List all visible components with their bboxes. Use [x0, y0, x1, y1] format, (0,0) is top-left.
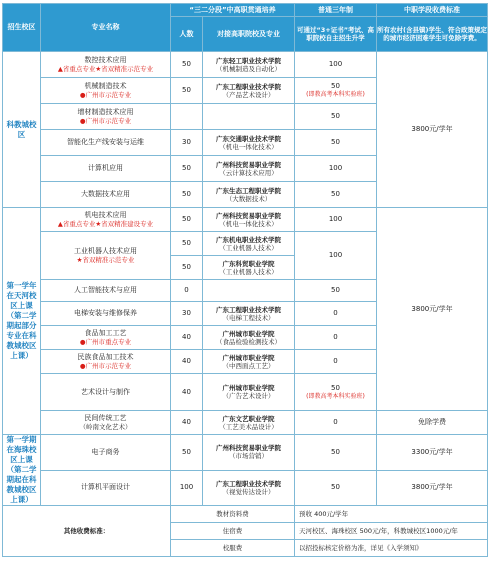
normal-cell: 100: [295, 232, 377, 280]
college-major: （机械制造及自动化）: [216, 64, 281, 73]
major-note: ●广州市重点专业: [79, 338, 132, 346]
college-cell: [203, 78, 295, 104]
college-cell: [203, 470, 295, 506]
other-fee-value: 天河校区、海珠校区 500元/年，科教城校区1000元/年: [295, 523, 488, 540]
major-cell: 大数据技术应用: [41, 182, 171, 208]
college-major: （视觉传达设计）: [222, 487, 275, 496]
college-major: （市场营销）: [229, 452, 268, 461]
college-cell: [203, 302, 295, 326]
college-cell: [203, 232, 295, 256]
header-fee-sub: 所有农村(含县镇)学生、符合政策规定的城市经济困难学生可免除学费。: [377, 17, 488, 52]
college-cell: [203, 256, 295, 280]
major-cell: 计算机平面设计: [41, 470, 171, 506]
normal-cell: 50: [295, 435, 377, 471]
college-major: （广告艺术设计）: [222, 392, 275, 400]
college-name: 广东交通职业技术学院: [203, 135, 294, 143]
college-cell: [203, 208, 295, 232]
college-name: 广东工程职业技术学院: [203, 306, 294, 314]
major-note: ▲省重点专业★省双精准示范专业: [57, 65, 154, 73]
college-cell: [203, 374, 295, 411]
count-cell: 40: [171, 374, 203, 411]
major-note: ●广州市示范专业: [79, 362, 132, 370]
college-cell: [203, 280, 295, 302]
college-name: 广州科技贸易职业学院: [203, 161, 294, 169]
other-fee-label: 校服费: [171, 540, 295, 557]
college-name: 广东文艺职业学院: [203, 415, 294, 423]
other-fee-value: 以招投标核定价格为准，详见《入学须知》: [295, 540, 488, 557]
fee-tianhe: 3800元/学年: [377, 208, 488, 411]
header-campus: 招生校区: [3, 4, 41, 52]
college-major: （大数据技术）: [225, 194, 272, 203]
major-name: 机械制造技术: [84, 82, 127, 90]
major-name: 数控技术应用: [84, 56, 127, 64]
major-cell: [41, 326, 171, 350]
college-cell: [203, 182, 295, 208]
enrollment-table: [2, 3, 488, 557]
count-cell: 50: [171, 182, 203, 208]
count-cell: 50: [171, 232, 203, 256]
college-name: 广东科贸职业学院: [203, 260, 294, 268]
college-name: 广州城市职业学院: [203, 330, 294, 338]
college-name: 广东工程职业技术学院: [203, 480, 294, 488]
count-cell: 50: [171, 208, 203, 232]
major-cell: 电子商务: [41, 435, 171, 471]
other-fees-title: 其他收费标准：: [3, 506, 171, 557]
count-cell: 40: [171, 326, 203, 350]
normal-cell: 0: [295, 350, 377, 374]
college-major: （工艺美术品设计）: [219, 422, 278, 431]
college-cell: [203, 130, 295, 156]
college-major: （工业机器人技术）: [219, 267, 278, 276]
major-name: 民间传统工艺: [84, 414, 127, 422]
count-cell: 50: [171, 156, 203, 182]
count-cell: [171, 104, 203, 130]
normal-cell: [295, 374, 377, 411]
count-cell: 50: [171, 52, 203, 78]
major-cell: [41, 52, 171, 78]
major-name: 食品加工工艺: [84, 329, 127, 337]
normal-cell: [295, 78, 377, 104]
major-cell: 电梯安装与维修保养: [41, 302, 171, 326]
fee-craft: 免除学费: [377, 411, 488, 435]
major-note: （岭南文化艺术）: [79, 423, 132, 431]
major-name: 机电技术应用: [84, 211, 127, 219]
fee-graphic: 3800元/学年: [377, 470, 488, 506]
college-name: 广东工程职业技术学院: [203, 83, 294, 91]
college-cell: [203, 435, 295, 471]
major-cell: [41, 104, 171, 130]
count-cell: 30: [171, 130, 203, 156]
major-name: 工业机器人技术应用: [74, 247, 137, 255]
major-note: ★省双精准示范专业: [76, 256, 135, 264]
enrollment-table-wrapper: [2, 3, 487, 557]
major-cell: 人工智能技术与应用: [41, 280, 171, 302]
header-three-two: “三二分段”中高职贯通培养: [171, 4, 295, 17]
major-note: ▲省重点专业★省双精准建设专业: [57, 220, 154, 228]
fee-ecommerce: 3300元/学年: [377, 435, 488, 471]
normal-value: 50: [331, 82, 340, 90]
count-cell: 0: [171, 280, 203, 302]
normal-note: (即教高考本科实验班): [306, 392, 365, 400]
major-cell: [41, 411, 171, 435]
normal-cell: 100: [295, 52, 377, 78]
major-cell: 计算机应用: [41, 156, 171, 182]
college-major: （食品检验检测技术）: [216, 337, 281, 346]
major-note: ●广州市示范专业: [79, 91, 132, 99]
other-fee-label: 住宿费: [171, 523, 295, 540]
normal-cell: 50: [295, 182, 377, 208]
normal-cell: 0: [295, 302, 377, 326]
other-fee-label: 教材资料费: [171, 506, 295, 523]
college-name: 广州科技贸易职业学院: [203, 444, 294, 452]
major-cell: [41, 78, 171, 104]
college-cell: [203, 350, 295, 374]
college-major: （工业机器人技术）: [219, 243, 278, 252]
college-major: （机电一体化技术）: [219, 219, 278, 228]
count-cell: 40: [171, 411, 203, 435]
header-fee: 中职学段收费标准: [377, 4, 488, 17]
normal-cell: 100: [295, 208, 377, 232]
other-fee-value: 预收 400元/学年: [295, 506, 488, 523]
major-cell: 智能化生产线安装与运维: [41, 130, 171, 156]
major-name: 民族食品加工技术: [77, 353, 134, 361]
count-cell: 100: [171, 470, 203, 506]
header-college: 对接高职院校及专业: [203, 17, 295, 52]
college-major: （产品艺术设计）: [222, 90, 275, 99]
count-cell: 50: [171, 78, 203, 104]
campus-haizhu: 第一学期在海珠校区上课（第二学期起在科教城校区上课）: [3, 435, 41, 506]
header-normal: 普通三年制: [295, 4, 377, 17]
header-normal-sub: 可通过“3+证书”考试、高职院校自主招生升学: [295, 17, 377, 52]
normal-cell: 0: [295, 411, 377, 435]
major-cell: 艺术设计与制作: [41, 374, 171, 411]
college-major: （机电一体化技术）: [219, 142, 278, 151]
campus-kejiaocheng: 科教城校区: [3, 52, 41, 208]
normal-cell: 50: [295, 470, 377, 506]
major-cell: [41, 350, 171, 374]
header-major: 专业名称: [41, 4, 171, 52]
normal-cell: 0: [295, 326, 377, 350]
college-major: （电梯工程技术）: [222, 313, 275, 322]
count-cell: 30: [171, 302, 203, 326]
college-major: （中西面点工艺）: [222, 361, 275, 370]
college-major: （云计算技术应用）: [219, 168, 278, 177]
major-name: 增材制造技术应用: [77, 108, 134, 116]
college-cell: [203, 326, 295, 350]
college-name: 广州城市职业学院: [203, 384, 294, 392]
campus-tianhe: 第一学年在天河校区上课（第二学期起部分专业在科教城校区上课）: [3, 208, 41, 435]
count-cell: 50: [171, 435, 203, 471]
normal-cell: 50: [295, 104, 377, 130]
major-cell: [41, 232, 171, 280]
normal-cell: 100: [295, 156, 377, 182]
college-name: 广州城市职业学院: [203, 354, 294, 362]
college-name: 广东机电职业技术学院: [203, 236, 294, 244]
college-cell: [203, 156, 295, 182]
college-name: 广东轻工职业技术学院: [203, 57, 294, 65]
college-name: 广州科技贸易职业学院: [203, 212, 294, 220]
college-cell: [203, 411, 295, 435]
normal-value: 50: [331, 383, 340, 392]
normal-cell: 50: [295, 280, 377, 302]
header-count: 人数: [171, 17, 203, 52]
college-name: 广东生态工程职业学院: [203, 187, 294, 195]
college-cell: [203, 104, 295, 130]
count-cell: 40: [171, 350, 203, 374]
count-cell: 50: [171, 256, 203, 280]
college-cell: [203, 52, 295, 78]
fee-kejiaocheng: 3800元/学年: [377, 52, 488, 208]
major-cell: [41, 208, 171, 232]
normal-cell: 50: [295, 130, 377, 156]
major-note: ●广州市示范专业: [79, 117, 132, 125]
normal-note: (即教高考本科实验班): [306, 91, 365, 98]
